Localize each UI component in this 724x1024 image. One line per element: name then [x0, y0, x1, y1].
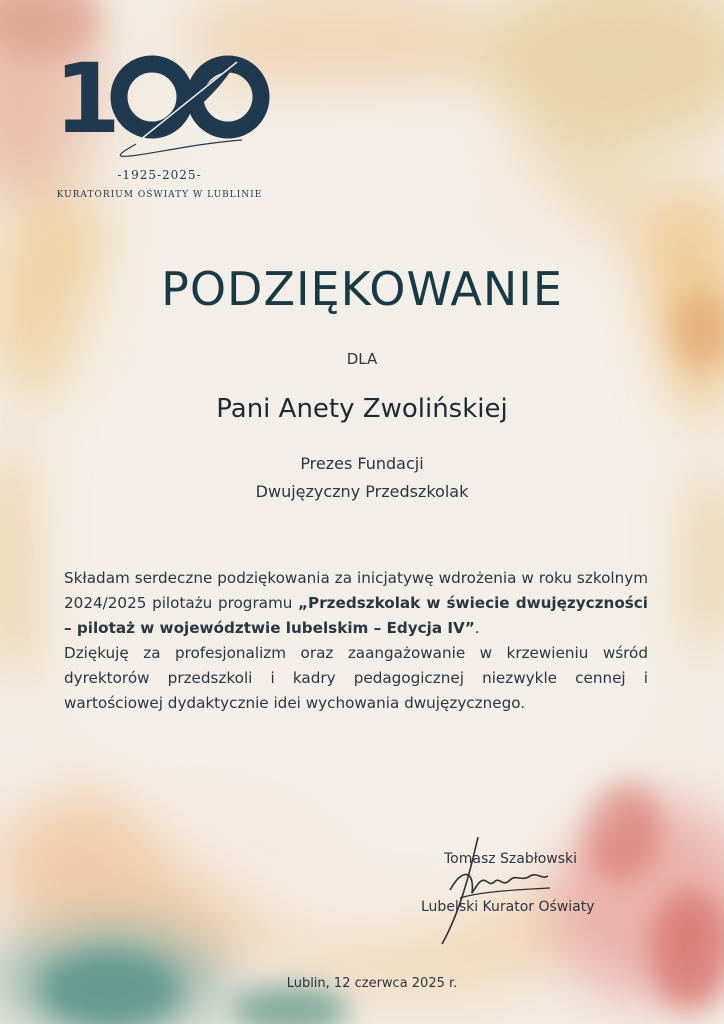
handwritten-signature [430, 832, 560, 952]
paragraph-1 [64, 566, 648, 641]
thanks-body [64, 566, 648, 716]
role-line-1: Prezes Fundacji [300, 454, 424, 473]
logo-organization: KURATORIUM OŚWIATY W LUBLINIE [56, 190, 263, 200]
anniversary-logo [52, 40, 272, 210]
quill-100-icon [52, 40, 272, 165]
paragraph-1-text: Składam serdeczne podziękowania za inicjatywę wdrożenia w roku szkolnym 2024/2025 pilotażu programu [64, 569, 648, 612]
for-label: DLA [346, 350, 378, 368]
program-name: „Przedszkolak w świecie dwujęzyczności – pilotaż w województwie lubelskim – Edycja IV” [64, 594, 649, 637]
logo-number: 1 [54, 43, 121, 155]
recipient-role [0, 450, 724, 506]
recipient-name: Pani Anety Zwolińskiej [216, 394, 508, 424]
signer-title: Lubelski Kurator Oświaty [421, 899, 595, 915]
paragraph-1-end: . [474, 619, 480, 637]
role-line-2: Dwujęzyczny Przedszkolak [255, 482, 469, 501]
logo-years: -1925-2025- [117, 168, 202, 182]
signer-name: Tomasz Szabłowski [444, 851, 578, 867]
document-title: PODZIĘKOWANIE [161, 262, 563, 316]
place-and-date: Lublin, 12 czerwca 2025 r. [286, 976, 458, 991]
paragraph-2: Dziękuję za profesjonalizm oraz zaangażowanie w krzewieniu wśród dyrektorów przedszkoli i kadry pedagogicznej niezwykle cennej i wartościowej dydaktycznie idei wychowania dwujęzycznego. [64, 644, 648, 712]
